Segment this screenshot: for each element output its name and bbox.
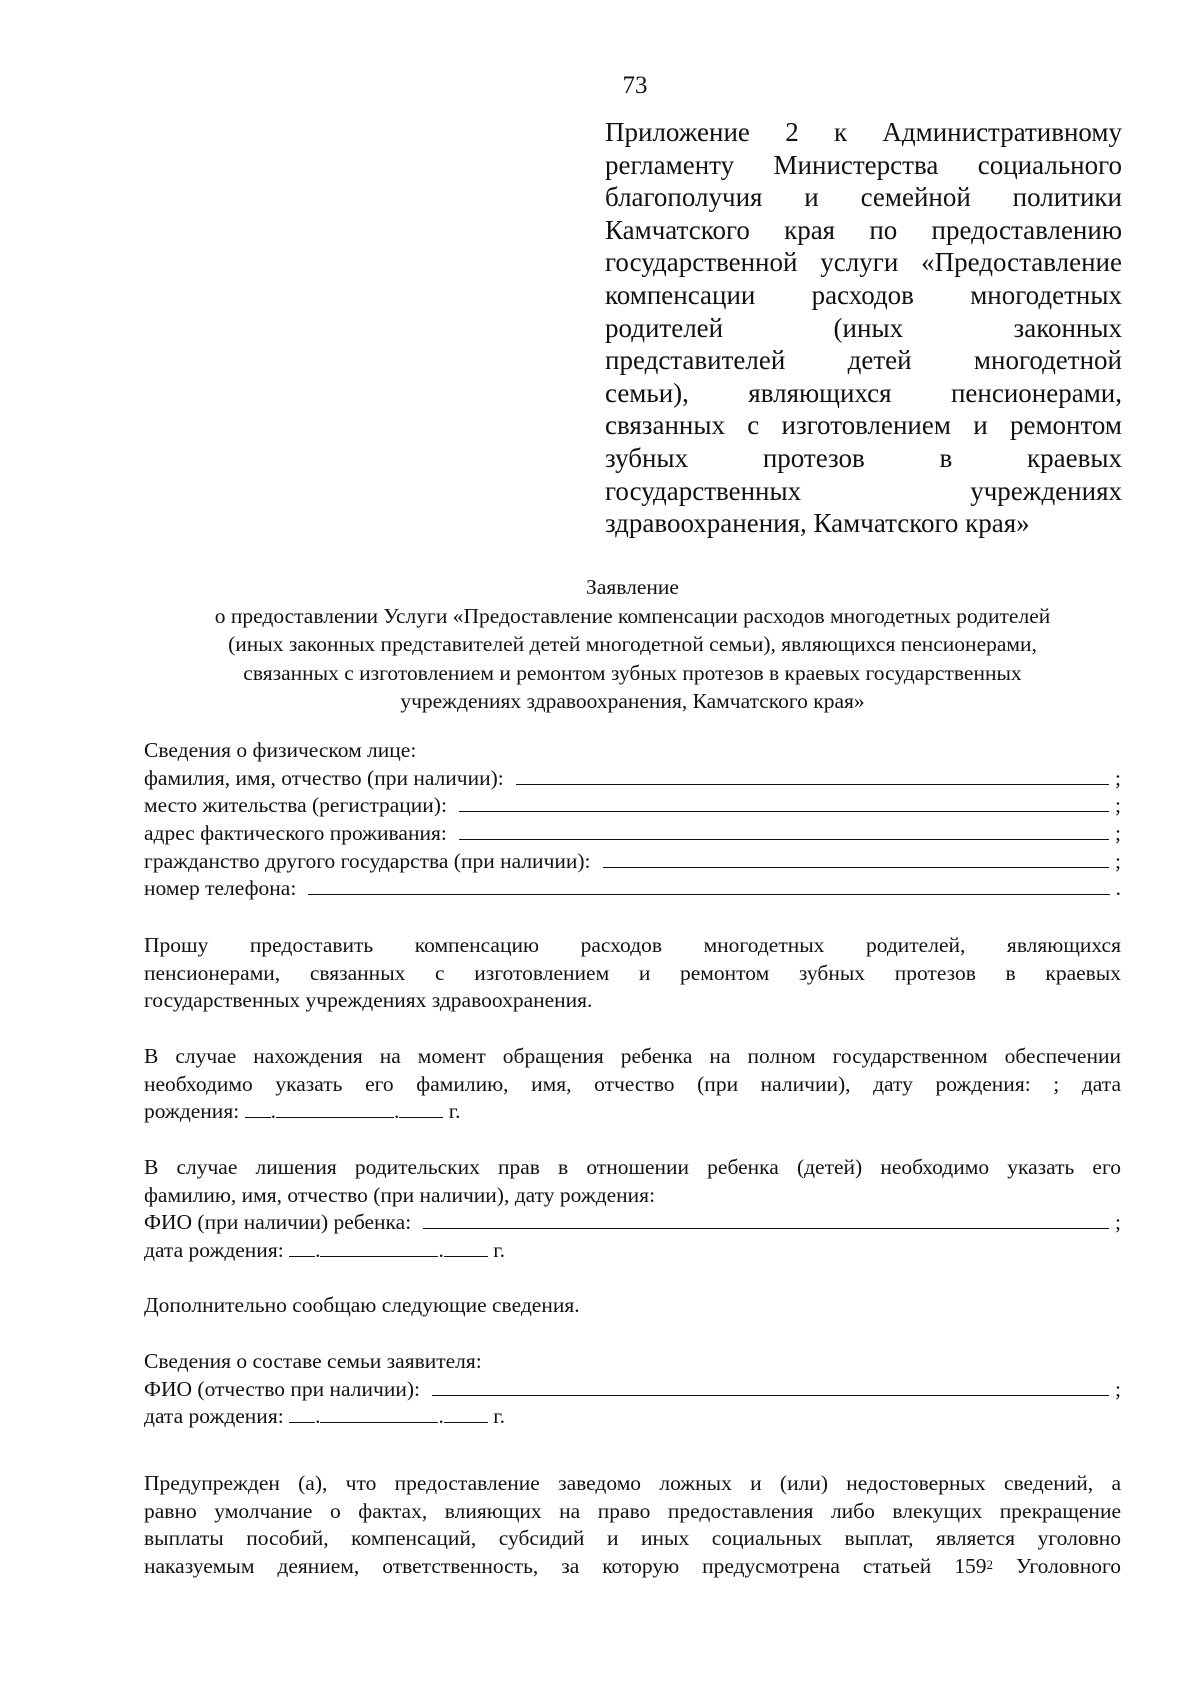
request-line: Прошу предоставить компенсацию расходов многодетных родителей, являющихся: [144, 933, 1121, 957]
child-fio-label: ФИО (при наличии) ребенка:: [144, 1210, 412, 1235]
appendix-line: представителей детей многодетной: [605, 345, 1122, 376]
appendix-block: [605, 116, 1122, 540]
phone-field: номер телефона: .: [144, 875, 1121, 903]
day-blank[interactable]: [289, 1404, 315, 1423]
appendix-line: Приложение 2 к Административному: [605, 117, 1122, 147]
month-blank[interactable]: [320, 1404, 438, 1423]
request-line: государственных учреждениях здравоохранения.: [144, 988, 593, 1013]
title-line: связанных с изготовлением и ремонтом зубных протезов в краевых государственных: [243, 660, 1022, 685]
title-heading: Заявление: [586, 575, 679, 599]
appendix-line: семьи), являющихся пенсионерами,: [605, 377, 1122, 408]
month-blank[interactable]: [320, 1238, 438, 1257]
request-line: пенсионерами, связанных с изготовлением и ремонтом зубных протезов в краевых: [144, 960, 1121, 985]
title-line: о предоставлении Услуги «Предоставление компенсации расходов многодетных родителей: [214, 603, 1051, 628]
actual-address-blank[interactable]: [459, 820, 1109, 840]
document-title: [100, 573, 1165, 716]
citizenship-blank[interactable]: [603, 848, 1109, 868]
actual-address-label: адрес фактического проживания:: [144, 821, 447, 846]
title-line: учреждениях здравоохранения, Камчатского края»: [400, 689, 865, 713]
residence-blank[interactable]: [459, 792, 1109, 812]
appendix-line: благополучия и семейной политики: [605, 182, 1122, 213]
month-blank[interactable]: [276, 1099, 394, 1118]
full-name-label: фамилия, имя, отчество (при наличии):: [144, 765, 504, 790]
appendix-line: здравоохранения, Камчатского края»: [605, 508, 1030, 539]
state-support-paragraph: [144, 1043, 1121, 1126]
family-fio-label: ФИО (отчество при наличии):: [144, 1376, 420, 1401]
child-birthdate-row: дата рождения: . . г.: [144, 1238, 505, 1263]
child-birthdate-label: дата рождения:: [144, 1238, 284, 1263]
citizenship-label: гражданство другого государства (при наличии):: [144, 848, 591, 873]
actual-address-field: адрес фактического проживания: ;: [144, 820, 1121, 848]
state-support-date-label: рождения:: [144, 1099, 240, 1124]
family-heading: Сведения о составе семьи заявителя:: [144, 1349, 482, 1373]
phone-blank[interactable]: [308, 875, 1109, 895]
additional-info-line: Дополнительно сообщаю следующие сведения.: [144, 1293, 580, 1317]
appendix-line: государственных учреждениях: [605, 475, 1122, 506]
residence-label: место жительства (регистрации):: [144, 793, 447, 818]
day-blank[interactable]: [289, 1238, 315, 1257]
state-support-date-row: рождения: . . г.: [144, 1099, 461, 1124]
appendix-line: Камчатского края по предоставлению: [605, 214, 1122, 245]
full-name-field: фамилия, имя, отчество (при наличии): ;: [144, 765, 1121, 793]
child-fio-blank[interactable]: [423, 1209, 1109, 1229]
family-fio-blank[interactable]: [432, 1376, 1109, 1396]
request-paragraph: [144, 932, 1121, 1015]
day-blank[interactable]: [245, 1099, 271, 1118]
appendix-line: связанных с изготовлением и ремонтом: [605, 410, 1122, 441]
citizenship-field: гражданство другого государства (при наличии): ;: [144, 848, 1121, 876]
family-fio-field: ФИО (отчество при наличии): ;: [144, 1376, 1121, 1404]
full-name-blank[interactable]: [516, 765, 1109, 785]
warning-line-last: наказуемым деянием, ответственность, за которую предусмотрена статьей $159^2$ Уголовного: [144, 1554, 1121, 1579]
child-fio-field: ФИО (при наличии) ребенка: ;: [144, 1209, 1121, 1237]
residence-field: место жительства (регистрации): ;: [144, 792, 1121, 820]
appendix-line: зубных протезов в краевых: [605, 442, 1122, 473]
deprivation-paragraph: [144, 1154, 1121, 1265]
year-blank[interactable]: [444, 1404, 488, 1423]
deprivation-line: В случае лишения родительских прав в отношении ребенка (детей) необходимо указать его: [144, 1155, 1121, 1179]
state-support-line: необходимо указать его фамилию, имя, отчество (при наличии), дату рождения: ; дата: [144, 1071, 1121, 1096]
warning-line: выплаты пособий, компенсаций, субсидий и иных социальных выплат, является уголовно: [144, 1526, 1121, 1551]
state-support-line: В случае нахождения на момент обращения ребенка на полном государственном обеспечении: [144, 1044, 1121, 1068]
family-birthdate-row: дата рождения: . . г.: [144, 1404, 505, 1429]
page-number: 73: [622, 72, 648, 99]
family-section: [144, 1348, 1121, 1431]
phone-label: номер телефона:: [144, 876, 297, 901]
article-superscript: 2: [986, 1557, 994, 1573]
appendix-line: родителей (иных законных: [605, 312, 1122, 343]
warning-line: Предупрежден (а), что предоставление заведомо ложных и (или) недостоверных сведений, а: [144, 1471, 1121, 1495]
personal-info-heading: Сведения о физическом лице:: [144, 738, 417, 762]
deprivation-line: фамилию, имя, отчество (при наличии), дату рождения:: [144, 1182, 656, 1207]
year-blank[interactable]: [444, 1238, 488, 1257]
year-blank[interactable]: [399, 1099, 443, 1118]
appendix-line: компенсации расходов многодетных: [605, 279, 1122, 310]
warning-paragraph: [144, 1470, 1121, 1581]
family-birthdate-label: дата рождения:: [144, 1404, 284, 1429]
appendix-line: регламенту Министерства социального: [605, 149, 1122, 180]
personal-info-section: [144, 737, 1121, 903]
title-line: (иных законных представителей детей многодетной семьи), являющихся пенсионерами,: [228, 632, 1037, 656]
warning-line: равно умолчание о фактах, влияющих на право предоставления либо влекущих прекращение: [144, 1498, 1121, 1523]
appendix-line: государственной услуги «Предоставление: [605, 247, 1122, 278]
